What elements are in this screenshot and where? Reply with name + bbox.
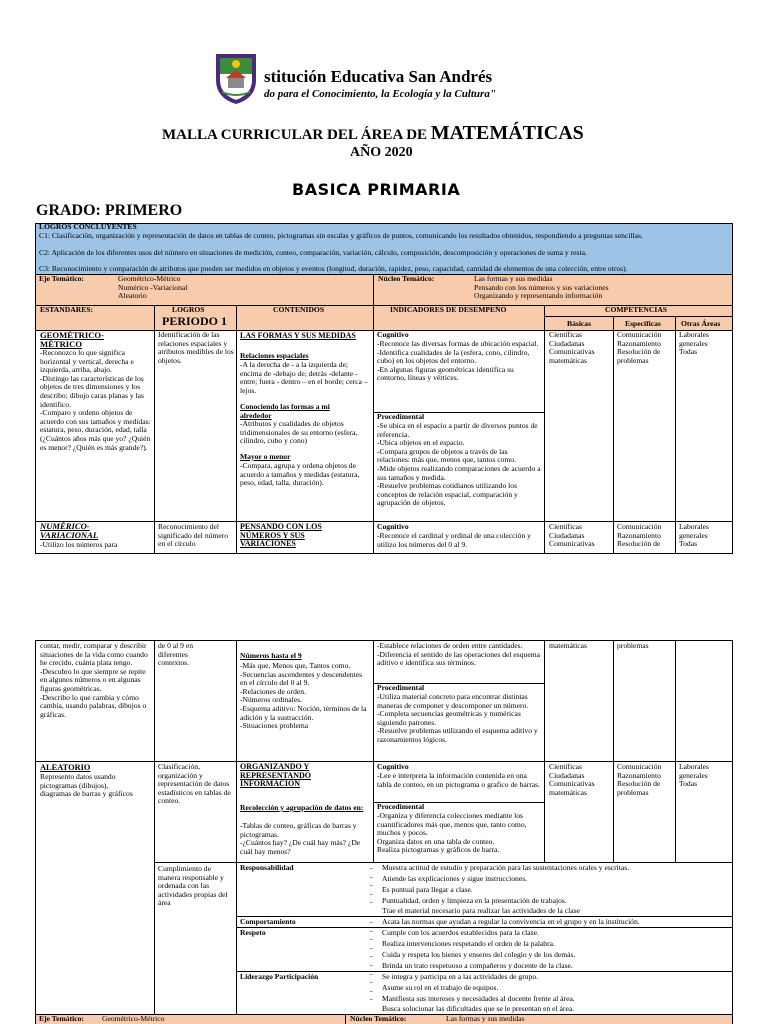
p2-ale-logro: Clasificación, organización y representación de datos estadísticos en tablas de conteo. [158,762,231,806]
geo-cont-text2: -Atributos y cualidades de objetos tridimensionales de su entorno (esfera, cilindro, cubo y cono) [240,419,358,446]
logros-c2: C2: Aplicación de los diferentes usos del número en situaciones de medición, conteo, comparación, variación, cálculo, composición, descomposición y operaciones de suma y resta. [39,248,587,257]
geo-especificas: Comunicación Razonamiento Resolución de problemas [617,330,662,365]
footer-nucleo-value: Las formas y sus medidas [446,1014,525,1023]
document-title [162,122,584,145]
num-ind-cog-title: Cognitivo [377,522,409,531]
nucleo-label: Núcleo Temático: [378,274,435,283]
geo-cont-text3: -Compara, agrupa y ordena objetos de acuerdo a tamaños y medidas (estatura, peso, edad, talla, duración). [240,461,360,488]
col-otras: Otras Áreas [681,319,721,328]
geo-basicas: Científicas Ciudadanas Comunicativas matemáticas [549,330,595,365]
geo-cont-sub3: Mayor o menor [240,452,291,461]
behavior-responsabilidad-item: Puntualidad, orden y limpieza en la presentación de trabajos. [382,896,567,905]
p2-ale-title: ALEATORIO [40,763,91,772]
p2-num-cont-sub: Números hasta el 9 [240,651,302,660]
p2-num-logro: de 0 al 9 en diferentes contextos. [158,641,194,668]
col-indicadores: INDICADORES DE DESEMPEÑO [390,305,507,314]
behavior-liderazgo-item: Se integra y participa en a las actividades de grupo. [382,972,539,981]
footer-eje-value: Geométrico-Métrico [102,1014,165,1023]
p2-num-standard: contar, medir, comparar y describir situaciones de la vida como cuando he crecido, cuánta plata tengo. -Descubro lo que siempre se repite en algunos números o en algunas figuras geométricas. -Describo lo que cambia y cómo cambia, usando palabras, dibujos o gráficas. [40,641,148,719]
p2-ale-cont-sub: Recolección y agrupación de datos en: [240,803,364,812]
eje-label: Eje Temático: [39,274,84,283]
geo-ind-cog-title: Cognitivo [377,330,409,339]
num-standard-title: NUMÉRICO-VARIACIONAL [40,521,99,540]
p2-ale-cont: -Tablas de conteo, gráficas de barras y pictogramas. -¿Cuántos hay? ¿De cuál hay más? ¿De cuál hay menos? [240,821,361,856]
p2-ale-otras: Laborales generales Todas [679,762,709,789]
p2-ale-especificas: Comunicación Razonamiento Resolución de problemas [617,762,662,797]
bullet-dashes: - - - - - [370,863,373,907]
geo-cont-text1: -A la derecha de - a la izquierda de; encima de -debajo de; detrás -delante - entre; fuera - dentro – en el borde; cerca – lejos. [240,360,368,395]
behavior-responsabilidad-item: Muestra actitud de estudio y preparación para las sustentaciones orales y escritas. [382,863,630,872]
behavior-liderazgo-label: Liderazgo Participación [240,972,319,981]
logros-title: LOGROS CONCLUYENTES [39,222,137,231]
footer-nucleo-label: Núcleo Temático: [350,1014,407,1023]
p2-cumplimiento-logro: Cumplimiento de manera responsable y ordenada con las actividades propias del área [158,864,228,908]
institution-motto: do para el Conocimiento, la Ecología y la Cultura" [264,88,496,100]
p2-num-basicas: matemáticas [549,641,587,650]
p2-ale-proc-title: Procedimental [377,802,425,811]
subject-title: MATEMÁTICAS [430,122,584,144]
geo-standard-text: -Reconozco lo que significa horizontal y vertical, derecha e izquierda, arriba, abajo. -Distingo las características de los objetos de tres dimensiones y los describo; dibujo caras planas y las identifico. -Comparo y ordeno objetos de acuerdo con sus tamaños y medidas: estatura, peso, duración, edad, talla (¿Cuántos años más que yo? ¿Quién es menor? ¿Quién es más grande?). [40,348,151,452]
geo-cont-title: LAS FORMAS Y SUS MEDIDAS [240,331,356,340]
school-logo [206,48,266,108]
behavior-respeto-item: Cuida y respeta los bienes y enseres del colegio y de los demás. [382,950,576,959]
geo-cont-sub1: Relaciones espaciales [240,351,309,360]
num-standard-text: -Utilizo los números para [40,540,118,549]
num-ind-cog: -Reconoce el cardinal y ordinal de una colección y utilizo los números del 0 al 9. [377,531,531,549]
behavior-comportamiento-item: Acata las normas que ayudan a regular la convivencia en el grupo y en la institución. [382,917,640,926]
geo-ind-cog: -Reconoce las diversas formas de ubicación espacial. -Identifica cualidades de la (esfera, cono, cilindro, cubo) en los objetos del entorno. -En algunas figuras geométricas identifica su contorno, líneas y vértices. [377,339,539,383]
p2-ale-cog-title: Cognitivo [377,762,409,771]
title-prefix: MALLA CURRICULAR DEL ÁREA DE [162,127,428,143]
geo-standard-title: GEOMÉTRICO-MÉTRICO [40,330,104,349]
num-otras: Laborales generales Todas [679,522,709,549]
col-competencias: COMPETENCIAS [605,305,668,314]
logros-c3: C3: Reconocimiento y comparación de atributos que pueden ser medidos en objetos y eventos (longitud, duración, rapidez, peso, capacidad, cantidad de elementos de una colección, entre otros). [39,264,628,273]
num-cont-title: PENSANDO CON LOS NÚMEROS Y SUS VARIACIONES [240,522,322,549]
num-especificas: Comunicación Razonamiento Resolución de [617,522,662,549]
behavior-respeto-item: Realiza intervenciones respetando el orden de la palabra. [382,939,555,948]
p2-ale-cont-title: ORGANIZANDO Y REPRESENTANDO INFORMACIÓN [240,762,311,789]
col-periodo: PERIODO 1 [162,314,228,328]
behavior-responsabilidad-item: Atiende las explicaciones y sigue instrucciones. [382,874,528,883]
col-contenidos: CONTENIDOS [273,305,325,314]
p2-ale-cog: -Lee e interpreta la información contenida en una tabla de conteo, en un pictograma o grafico de barras. [377,771,540,789]
footer-eje-label: Eje Temático: [39,1014,84,1023]
nucleo-values: Las formas y sus medidas Pensando con los números y sus variaciones Organizando y representando información [474,274,609,301]
logros-c1: C1: Clasificación, organización y representación de datos en tablas de conteo, pictogramas sin escalas y gráficos de puntos, comunicando los resultados obtenidos, respondiendo a preguntas sencillas. [39,231,643,240]
geo-cont-sub2: Conociendo las formas a mi alrededor [240,402,330,420]
behavior-liderazgo-item: Asume su rol en el trabajo de equipos. [382,983,499,992]
behavior-responsabilidad-label: Responsabilidad [240,863,294,872]
year-title: AÑO 2020 [350,145,413,160]
level-title: BASICA PRIMARIA [292,180,461,199]
p2-num-proc: -Utiliza material concreto para encontrar distintas maneras de componer y descomponer un número. -Completa secuencias geométricas y numéricas siguiendo patrones. -Resuelve problemas utilizando el esquema aditivo y razonamientos lógicos. [377,692,538,744]
geo-ind-proc: -Se ubica en el espacio a partir de diversos puntos de referencia. -Ubica objetos en el espacio. -Compara grupos de objetos a través de las relaciones: más que, menos que, tantos como. -Mide objetos realizando comparaciones de acuerdo a sus tamaños y medida. -Resuelve problemas cotidianos utilizando los conceptos de relación espacial, comparación y agrupación de objetos. [377,421,541,508]
institution-name: stitución Educativa San Andrés [264,67,493,86]
eje-values: Geométrico-Métrico Numérico -Variacional Aleatorio [118,274,188,301]
p2-ale-proc: -Organiza y diferencia colecciones mediante los cuantificadores más que, menos que, tanto como, muchos y pocos. Organiza datos en una tabla de conteo. Realiza pictogramas y gráficos de barra. [377,811,527,855]
behavior-respeto-item: Cumple con los acuerdos establecidos para la clase. [382,928,539,937]
bullet-dashes: - - - - - - - - - - [370,917,373,1004]
col-estandares: ESTANDARES: [40,305,94,314]
behavior-respeto-item: Brinda un trato respetuoso a compañeros y docente de la clase. [382,961,573,970]
p2-ale-standard: Represento datos usando pictogramas (dibujos), diagramas de barras y gráficos [40,772,133,799]
num-basicas: Científicas Ciudadanas Comunicativas [549,522,595,549]
num-logro: Reconocimiento del significado del número en el círculo [158,522,229,549]
p2-ale-basicas: Científicas Ciudadanas Comunicativas matemáticas [549,762,595,797]
col-logros: LOGROS [172,305,205,314]
geo-ind-proc-title: Procedimental [377,412,425,421]
p2-num-especificas: problemas [617,641,649,650]
behavior-comportamiento-label: Comportamiento [240,917,296,926]
p2-num-proc-title: Procedimental [377,683,425,692]
behavior-liderazgo-item: Manifiesta sus intereses y necesidades al docente frente al área. [382,994,575,1003]
p2-num-ind: -Establece relaciones de orden entre cantidades. -Diferencia el sentido de las operaciones del esquema aditivo e identifica sus términos. [377,641,540,668]
col-basicas: Básicas [567,319,592,328]
behavior-responsabilidad-item: Trae el material necesario para realizar las actividades de la clase [382,906,580,915]
behavior-respeto-label: Respeto [240,928,266,937]
geo-logro: Identificación de las relaciones espaciales y atributos medibles de los objetos. [158,330,234,365]
behavior-responsabilidad-item: Es puntual para llegar a clase. [382,885,473,894]
geo-otras: Laborales generales Todas [679,330,709,357]
col-especificas: Específicas [625,319,661,328]
p2-num-cont: -Más que, Menos que, Tantos como. -Secuencias ascendentes y descendentes en el círculo del 0 al 9. -Relaciones de orden. -Números ordinales. -Esquema aditivo: Noción, términos de la adición y la sustracción. -Situaciones problema [240,661,367,731]
grade-title: GRADO: PRIMERO [36,202,183,219]
behavior-liderazgo-item: Busca solucionar las dificultades que se le presentan en el área. [382,1004,575,1013]
